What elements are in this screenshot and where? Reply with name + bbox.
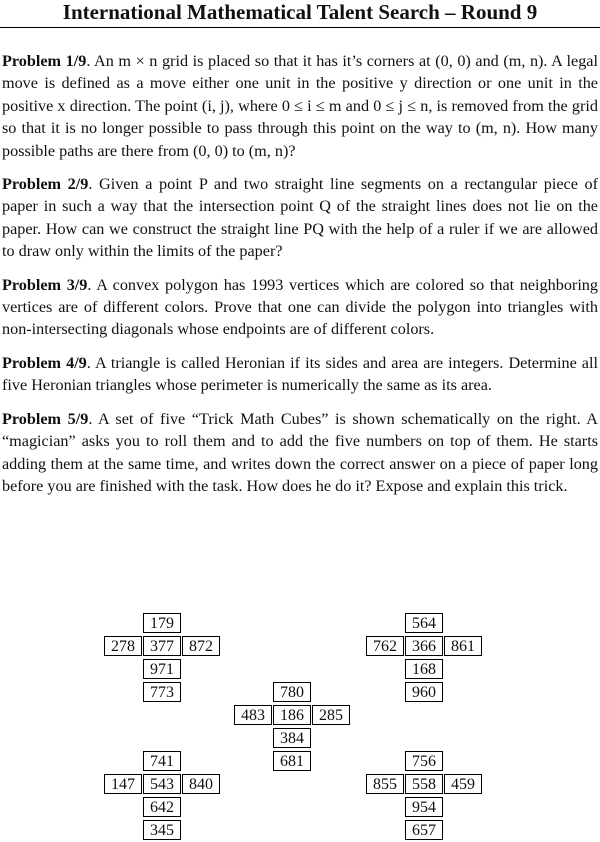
cube-face-center: 366 bbox=[405, 636, 443, 656]
cube-face-center: 558 bbox=[405, 774, 443, 794]
problem-text: . An m × n grid is placed so that it has it’s corners at (0, 0) and (m, n). A legal move is defined as a move either one unit in the positive y direction or one unit in the positive x direction. The point (i, j), where 0 ≤ i ≤ m and 0 ≤ j ≤ n, is removed from the grid so that it is no longer possible to pass through this point on the way to (m, n). How many possible paths are there from (0, 0) to (m, n)? bbox=[2, 52, 598, 160]
cube-face-bottom: 345 bbox=[143, 820, 181, 840]
cube-face-right: 872 bbox=[182, 636, 220, 656]
cube-face-bottom: 773 bbox=[143, 682, 181, 702]
cube-face-right: 840 bbox=[182, 774, 220, 794]
problem-label: Problem 5/9 bbox=[2, 409, 89, 428]
cube-face-center: 543 bbox=[143, 774, 181, 794]
problem-label: Problem 1/9 bbox=[2, 52, 87, 70]
cube-face-top: 179 bbox=[143, 613, 181, 633]
problem-label: Problem 3/9 bbox=[2, 275, 88, 294]
cube-face-left: 147 bbox=[104, 774, 142, 794]
cube-face-below: 971 bbox=[143, 659, 181, 679]
problem-label: Problem 2/9 bbox=[2, 175, 89, 194]
problem-3 bbox=[2, 274, 598, 341]
problem-5 bbox=[2, 408, 598, 498]
cube-face-center: 186 bbox=[273, 705, 311, 725]
cube-face-top: 741 bbox=[143, 751, 181, 771]
cube-face-right: 861 bbox=[444, 636, 482, 656]
problem-label: Problem 4/9 bbox=[2, 353, 87, 372]
cube-face-left: 855 bbox=[366, 774, 404, 794]
cube-face-below: 642 bbox=[143, 797, 181, 817]
problem-list bbox=[2, 50, 598, 508]
cube-face-left: 762 bbox=[366, 636, 404, 656]
cube-face-bottom: 960 bbox=[405, 682, 443, 702]
cube-face-center: 377 bbox=[143, 636, 181, 656]
cube-face-below: 168 bbox=[405, 659, 443, 679]
cube-face-bottom: 657 bbox=[405, 820, 443, 840]
problem-1 bbox=[2, 50, 598, 162]
cube-face-left: 278 bbox=[104, 636, 142, 656]
cube-face-right: 459 bbox=[444, 774, 482, 794]
problem-text: . Given a point P and two straight line segments on a rectangular piece of paper in such a way that the intersection point Q of the straight lines does not lie on the paper. How can we construct the straight line PQ with the help of a ruler if we are allowed to draw only within the limits of the paper? bbox=[2, 175, 599, 261]
problem-2 bbox=[2, 173, 598, 263]
cube-face-top: 756 bbox=[405, 751, 443, 771]
problem-4 bbox=[2, 352, 598, 397]
cube-face-right: 285 bbox=[312, 705, 350, 725]
page-title: International Mathematical Talent Search – Round 9 bbox=[0, 0, 600, 28]
cube-face-below: 384 bbox=[273, 728, 311, 748]
cube-face-below: 954 bbox=[405, 797, 443, 817]
cube-face-left: 483 bbox=[234, 705, 272, 725]
cube-face-top: 780 bbox=[273, 682, 311, 702]
cube-face-top: 564 bbox=[405, 613, 443, 633]
problem-text: . A triangle is called Heronian if its sides and area are integers. Determine all five Heronian triangles whose perimeter is numerically the same as its area. bbox=[2, 353, 598, 395]
problem-text: . A set of five “Trick Math Cubes” is shown schematically on the right. A “magician” asks you to roll them and to add the five numbers on top of them. He starts adding them at the same time, and writes down the correct answer on a piece of paper long before you are finished with the task. How does he do it? Expose and explain this trick. bbox=[2, 409, 598, 495]
cube-face-bottom: 681 bbox=[273, 751, 311, 771]
problem-text: . A convex polygon has 1993 vertices which are colored so that neighboring vertices are of different colors. Prove that one can divide the polygon into triangles with non-intersecting diagonals whose endpoints are of different colors. bbox=[2, 275, 598, 339]
